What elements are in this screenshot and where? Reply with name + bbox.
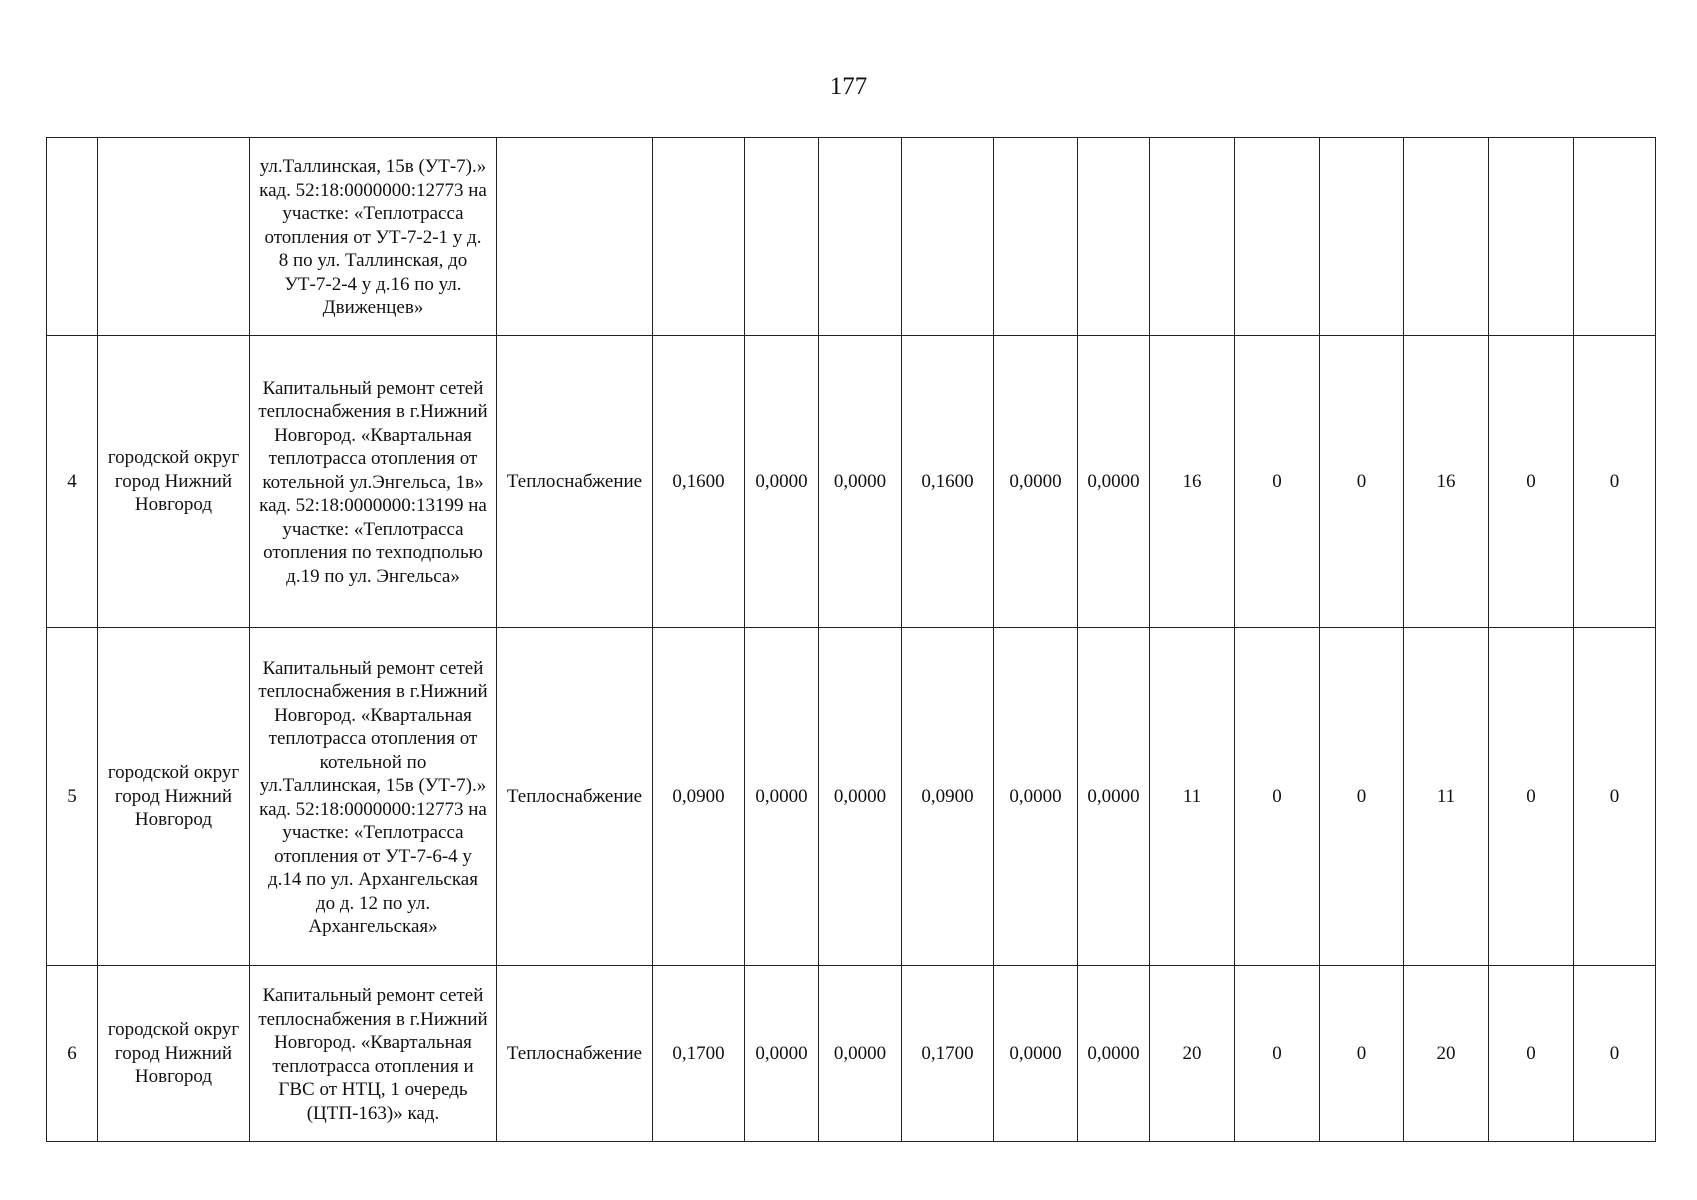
cell-value-3: 0,0000 — [819, 966, 902, 1142]
cell-value-8: 0 — [1235, 628, 1320, 966]
cell-value-2: 0,0000 — [745, 336, 819, 628]
cell-value-6 — [1078, 138, 1150, 336]
cell-value-3: 0,0000 — [819, 628, 902, 966]
cell-value-10 — [1404, 138, 1489, 336]
table-row — [47, 966, 1656, 1142]
cell-value-9 — [1320, 138, 1404, 336]
cell-value-7: 16 — [1150, 336, 1235, 628]
table-row — [47, 138, 1656, 336]
cell-value-8 — [1235, 138, 1320, 336]
cell-value-10: 11 — [1404, 628, 1489, 966]
cell-row-number: 5 — [47, 628, 98, 966]
cell-municipality: городской округ город Нижний Новгород — [98, 966, 250, 1142]
cell-value-7: 11 — [1150, 628, 1235, 966]
cell-value-12 — [1574, 138, 1656, 336]
cell-sector: Теплоснабжение — [497, 336, 653, 628]
cell-value-2: 0,0000 — [745, 966, 819, 1142]
cell-description: Капитальный ремонт сетей теплоснабжения в г.Нижний Новгород. «Квартальная теплотрасса отопления и ГВС от НТЦ, 1 очередь (ЦТП-163)» кад. — [250, 966, 497, 1142]
cell-value-8: 0 — [1235, 336, 1320, 628]
cell-row-number: 4 — [47, 336, 98, 628]
cell-row-number — [47, 138, 98, 336]
cell-value-1: 0,0900 — [653, 628, 745, 966]
cell-municipality — [98, 138, 250, 336]
cell-row-number: 6 — [47, 966, 98, 1142]
cell-value-2: 0,0000 — [745, 628, 819, 966]
cell-value-10: 20 — [1404, 966, 1489, 1142]
cell-value-1: 0,1600 — [653, 336, 745, 628]
cell-sector — [497, 138, 653, 336]
cell-value-5 — [994, 138, 1078, 336]
cell-description: ул.Таллинская, 15в (УТ-7).» кад. 52:18:0000000:12773 на участке: «Теплотрасса отопления от УТ-7-2-1 у д. 8 по ул. Таллинская, до УТ-7-2-4 у д.16 по ул. Движенцев» — [250, 138, 497, 336]
cell-value-3 — [819, 138, 902, 336]
cell-value-5: 0,0000 — [994, 628, 1078, 966]
cell-value-4: 0,1600 — [902, 336, 994, 628]
cell-value-4 — [902, 138, 994, 336]
cell-value-11: 0 — [1489, 966, 1574, 1142]
cell-sector: Теплоснабжение — [497, 628, 653, 966]
cell-value-4: 0,1700 — [902, 966, 994, 1142]
table-row — [47, 336, 1656, 628]
cell-value-12: 0 — [1574, 966, 1656, 1142]
cell-value-8: 0 — [1235, 966, 1320, 1142]
cell-value-5: 0,0000 — [994, 966, 1078, 1142]
cell-value-1 — [653, 138, 745, 336]
cell-value-9: 0 — [1320, 966, 1404, 1142]
cell-description: Капитальный ремонт сетей теплоснабжения в г.Нижний Новгород. «Квартальная теплотрасса отопления от котельной по ул.Таллинская, 15в (УТ-7).» кад. 52:18:0000000:12773 на участке: «Теплотрасса отопления от УТ-7-6-4 у д.14 по ул. Архангельская до д. 12 по ул. Архангельская» — [250, 628, 497, 966]
cell-value-5: 0,0000 — [994, 336, 1078, 628]
cell-value-12: 0 — [1574, 336, 1656, 628]
cell-value-9: 0 — [1320, 628, 1404, 966]
page-number: 177 — [829, 73, 868, 100]
cell-value-11: 0 — [1489, 336, 1574, 628]
cell-value-4: 0,0900 — [902, 628, 994, 966]
cell-sector: Теплоснабжение — [497, 966, 653, 1142]
cell-municipality: городской округ город Нижний Новгород — [98, 628, 250, 966]
cell-value-11 — [1489, 138, 1574, 336]
data-table — [46, 137, 1656, 1142]
cell-value-9: 0 — [1320, 336, 1404, 628]
cell-value-1: 0,1700 — [653, 966, 745, 1142]
cell-municipality: городской округ город Нижний Новгород — [98, 336, 250, 628]
cell-value-7: 20 — [1150, 966, 1235, 1142]
cell-value-6: 0,0000 — [1078, 966, 1150, 1142]
cell-value-6: 0,0000 — [1078, 628, 1150, 966]
cell-value-2 — [745, 138, 819, 336]
cell-value-10: 16 — [1404, 336, 1489, 628]
cell-description: Капитальный ремонт сетей теплоснабжения в г.Нижний Новгород. «Квартальная теплотрасса отопления от котельной ул.Энгельса, 1в» кад. 52:18:0000000:13199 на участке: «Теплотрасса отопления по техподполью д.19 по ул. Энгельса» — [250, 336, 497, 628]
cell-value-3: 0,0000 — [819, 336, 902, 628]
cell-value-6: 0,0000 — [1078, 336, 1150, 628]
cell-value-11: 0 — [1489, 628, 1574, 966]
table-row — [47, 628, 1656, 966]
cell-value-12: 0 — [1574, 628, 1656, 966]
cell-value-7 — [1150, 138, 1235, 336]
